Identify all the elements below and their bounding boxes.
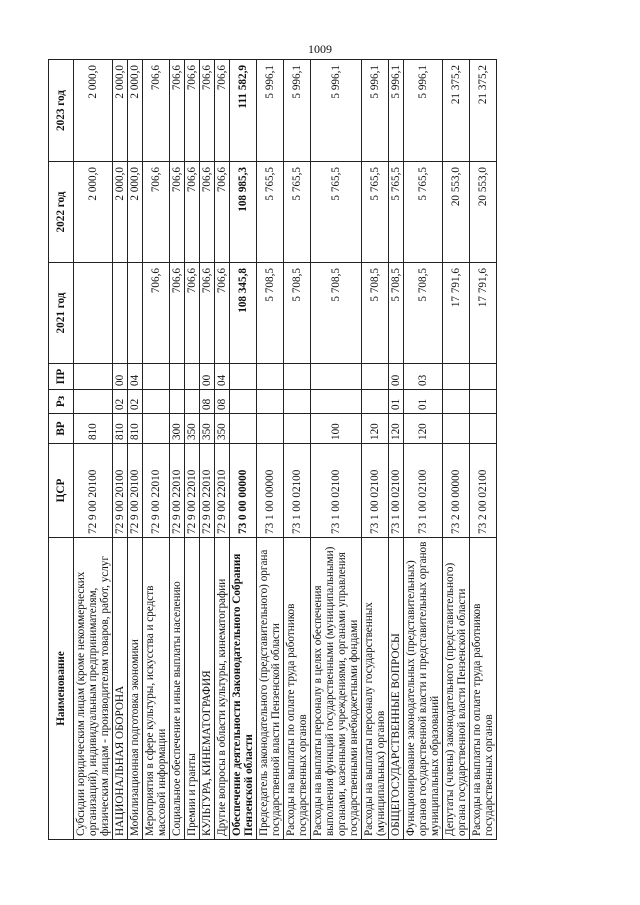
cell-csr: 73 2 00 00000 <box>443 444 470 538</box>
cell-vr: 810 <box>74 414 113 444</box>
cell-vr: 120 <box>389 414 404 444</box>
cell-pr <box>362 364 389 390</box>
header-2022: 2022 год <box>49 162 74 263</box>
cell-vr <box>470 414 497 444</box>
cell-name: Депутаты (члены) законодательного (представительного) органа государственной власти Пензенской области <box>443 538 470 840</box>
table-row <box>74 60 113 840</box>
cell-pr <box>170 364 185 390</box>
cell-2021: 706,6 <box>200 263 215 364</box>
cell-rz <box>230 390 257 414</box>
cell-2022: 5 765,5 <box>311 162 362 263</box>
cell-rz <box>257 390 284 414</box>
table-header-row <box>49 60 74 840</box>
table-row <box>215 60 230 840</box>
cell-csr: 73 1 00 02100 <box>311 444 362 538</box>
cell-vr: 350 <box>185 414 200 444</box>
cell-name: КУЛЬТУРА, КИНЕМАТОГРАФИЯ <box>200 538 215 840</box>
cell-2021: 706,6 <box>215 263 230 364</box>
header-pr: ПР <box>49 364 74 390</box>
cell-2022: 108 985,3 <box>230 162 257 263</box>
cell-vr <box>284 414 311 444</box>
cell-2023: 706,6 <box>170 60 185 162</box>
cell-2023: 706,6 <box>185 60 200 162</box>
cell-pr <box>311 364 362 390</box>
cell-2021: 5 708,5 <box>257 263 284 364</box>
table-row <box>200 60 215 840</box>
cell-name: НАЦИОНАЛЬНАЯ ОБОРОНА <box>113 538 128 840</box>
cell-name: Расходы на выплаты по оплате труда работников государственных органов <box>284 538 311 840</box>
cell-pr: 00 <box>113 364 128 390</box>
cell-pr <box>185 364 200 390</box>
cell-csr: 72 9 00 20100 <box>74 444 113 538</box>
cell-pr: 00 <box>200 364 215 390</box>
cell-csr: 72 9 00 22010 <box>185 444 200 538</box>
cell-name: Субсидии юридическим лицам (кроме некоммерческих организаций), индивидуальным предпринимателям, физическим лицам - производителям товаров, работ, услуг <box>74 538 113 840</box>
cell-2023: 706,6 <box>200 60 215 162</box>
table-row <box>311 60 362 840</box>
cell-2023: 2 000,0 <box>113 60 128 162</box>
cell-2021 <box>128 263 143 364</box>
cell-2021: 5 708,5 <box>311 263 362 364</box>
cell-csr: 73 2 00 02100 <box>470 444 497 538</box>
cell-2022: 2 000,0 <box>113 162 128 263</box>
cell-name: Расходы на выплаты персоналу в целях обеспечения выполнения функций государственными (муниципальными) органами, казенными учреждениями, органами управления государственными внебюджетными фондами <box>311 538 362 840</box>
cell-name: Премии и гранты <box>185 538 200 840</box>
cell-2021: 5 708,5 <box>362 263 389 364</box>
table-row <box>113 60 128 840</box>
cell-pr <box>230 364 257 390</box>
cell-csr: 73 0 00 00000 <box>230 444 257 538</box>
cell-2023: 21 375,2 <box>443 60 470 162</box>
cell-2021: 5 708,5 <box>284 263 311 364</box>
cell-pr <box>74 364 113 390</box>
header-rz: Рз <box>49 390 74 414</box>
cell-2023: 111 582,9 <box>230 60 257 162</box>
cell-rz: 02 <box>128 390 143 414</box>
cell-pr: 04 <box>128 364 143 390</box>
cell-2022: 2 000,0 <box>74 162 113 263</box>
cell-pr <box>143 364 170 390</box>
cell-vr <box>257 414 284 444</box>
cell-rz <box>74 390 113 414</box>
cell-csr: 73 1 00 02100 <box>362 444 389 538</box>
cell-pr: 03 <box>404 364 443 390</box>
cell-rz <box>470 390 497 414</box>
page-number: 1009 <box>308 42 332 56</box>
header-csr: ЦСР <box>49 444 74 538</box>
cell-rz: 01 <box>389 390 404 414</box>
cell-vr: 300 <box>170 414 185 444</box>
cell-name: Мобилизационная подготовка экономики <box>128 538 143 840</box>
cell-2022: 5 765,5 <box>257 162 284 263</box>
cell-vr: 120 <box>362 414 389 444</box>
cell-rz: 02 <box>113 390 128 414</box>
cell-pr <box>257 364 284 390</box>
header-2021: 2021 год <box>49 263 74 364</box>
cell-name: Функционирование законодательных (представительных) органов государственной власти и представительных органов муниципальных образований <box>404 538 443 840</box>
cell-name: Социальное обеспечение и иные выплаты населению <box>170 538 185 840</box>
rotated-page-content <box>48 60 548 840</box>
budget-table <box>48 59 497 840</box>
cell-2023: 5 996,1 <box>389 60 404 162</box>
cell-csr: 73 1 00 02100 <box>389 444 404 538</box>
table-row <box>128 60 143 840</box>
table-row <box>257 60 284 840</box>
cell-rz <box>170 390 185 414</box>
cell-name: Расходы на выплаты персоналу государственных (муниципальных) органов <box>362 538 389 840</box>
cell-2023: 21 375,2 <box>470 60 497 162</box>
cell-rz <box>311 390 362 414</box>
cell-2021 <box>113 263 128 364</box>
table-row <box>404 60 443 840</box>
cell-csr: 73 1 00 00000 <box>257 444 284 538</box>
cell-2022: 706,6 <box>185 162 200 263</box>
cell-name: Другие вопросы в области культуры, кинематографии <box>215 538 230 840</box>
table-row <box>143 60 170 840</box>
cell-2021: 108 345,8 <box>230 263 257 364</box>
table-row <box>362 60 389 840</box>
cell-vr: 810 <box>113 414 128 444</box>
cell-csr: 73 1 00 02100 <box>404 444 443 538</box>
table-row <box>230 60 257 840</box>
cell-vr: 350 <box>200 414 215 444</box>
cell-2022: 5 765,5 <box>404 162 443 263</box>
cell-2021: 706,6 <box>170 263 185 364</box>
cell-pr: 04 <box>215 364 230 390</box>
header-vr: ВР <box>49 414 74 444</box>
cell-2022: 706,6 <box>143 162 170 263</box>
cell-csr: 72 9 00 22010 <box>215 444 230 538</box>
cell-rz <box>284 390 311 414</box>
cell-2022: 5 765,5 <box>389 162 404 263</box>
cell-name: Мероприятия в сфере культуры, искусства и средств массовой информации <box>143 538 170 840</box>
cell-csr: 72 9 00 20100 <box>113 444 128 538</box>
cell-2023: 2 000,0 <box>74 60 113 162</box>
table-row <box>284 60 311 840</box>
cell-2023: 706,6 <box>143 60 170 162</box>
cell-2023: 706,6 <box>215 60 230 162</box>
cell-2023: 5 996,1 <box>284 60 311 162</box>
cell-2023: 5 996,1 <box>311 60 362 162</box>
cell-pr: 00 <box>389 364 404 390</box>
cell-name: Председатель законодательного (представительного) органа государственной власти Пензенской области <box>257 538 284 840</box>
cell-csr: 72 9 00 20100 <box>128 444 143 538</box>
cell-csr: 73 1 00 02100 <box>284 444 311 538</box>
cell-2022: 20 553,0 <box>470 162 497 263</box>
cell-2023: 5 996,1 <box>257 60 284 162</box>
table-row <box>470 60 497 840</box>
cell-name: ОБЩЕГОСУДАРСТВЕННЫЕ ВОПРОСЫ <box>389 538 404 840</box>
cell-2022: 706,6 <box>170 162 185 263</box>
cell-rz <box>362 390 389 414</box>
cell-2021: 706,6 <box>143 263 170 364</box>
cell-vr: 100 <box>311 414 362 444</box>
cell-2023: 2 000,0 <box>128 60 143 162</box>
cell-2021 <box>74 263 113 364</box>
cell-2022: 5 765,5 <box>284 162 311 263</box>
header-name: Наименование <box>49 538 74 840</box>
cell-pr <box>470 364 497 390</box>
cell-rz: 01 <box>404 390 443 414</box>
cell-2022: 706,6 <box>200 162 215 263</box>
cell-pr <box>443 364 470 390</box>
cell-vr: 120 <box>404 414 443 444</box>
cell-2023: 5 996,1 <box>362 60 389 162</box>
cell-vr <box>230 414 257 444</box>
cell-2022: 2 000,0 <box>128 162 143 263</box>
cell-2022: 706,6 <box>215 162 230 263</box>
cell-rz <box>443 390 470 414</box>
cell-vr <box>443 414 470 444</box>
table-row <box>443 60 470 840</box>
table-body <box>74 60 497 840</box>
cell-rz <box>143 390 170 414</box>
cell-csr: 72 9 00 22010 <box>200 444 215 538</box>
cell-2022: 5 765,5 <box>362 162 389 263</box>
cell-2021: 706,6 <box>185 263 200 364</box>
cell-rz <box>185 390 200 414</box>
cell-vr: 810 <box>128 414 143 444</box>
cell-2021: 17 791,6 <box>470 263 497 364</box>
table-row <box>185 60 200 840</box>
cell-2021: 17 791,6 <box>443 263 470 364</box>
cell-2021: 5 708,5 <box>389 263 404 364</box>
cell-csr: 72 9 00 22010 <box>170 444 185 538</box>
cell-csr: 72 9 00 22010 <box>143 444 170 538</box>
cell-vr: 350 <box>215 414 230 444</box>
header-2023: 2023 год <box>49 60 74 162</box>
cell-2021: 5 708,5 <box>404 263 443 364</box>
table-row <box>389 60 404 840</box>
cell-2023: 5 996,1 <box>404 60 443 162</box>
cell-2022: 20 553,0 <box>443 162 470 263</box>
cell-name: Расходы на выплаты по оплате труда работников государственных органов <box>470 538 497 840</box>
table-row <box>170 60 185 840</box>
cell-rz: 08 <box>200 390 215 414</box>
cell-pr <box>284 364 311 390</box>
cell-rz: 08 <box>215 390 230 414</box>
cell-vr <box>143 414 170 444</box>
cell-name: Обеспечение деятельности Законодательного Собрания Пензенской области <box>230 538 257 840</box>
